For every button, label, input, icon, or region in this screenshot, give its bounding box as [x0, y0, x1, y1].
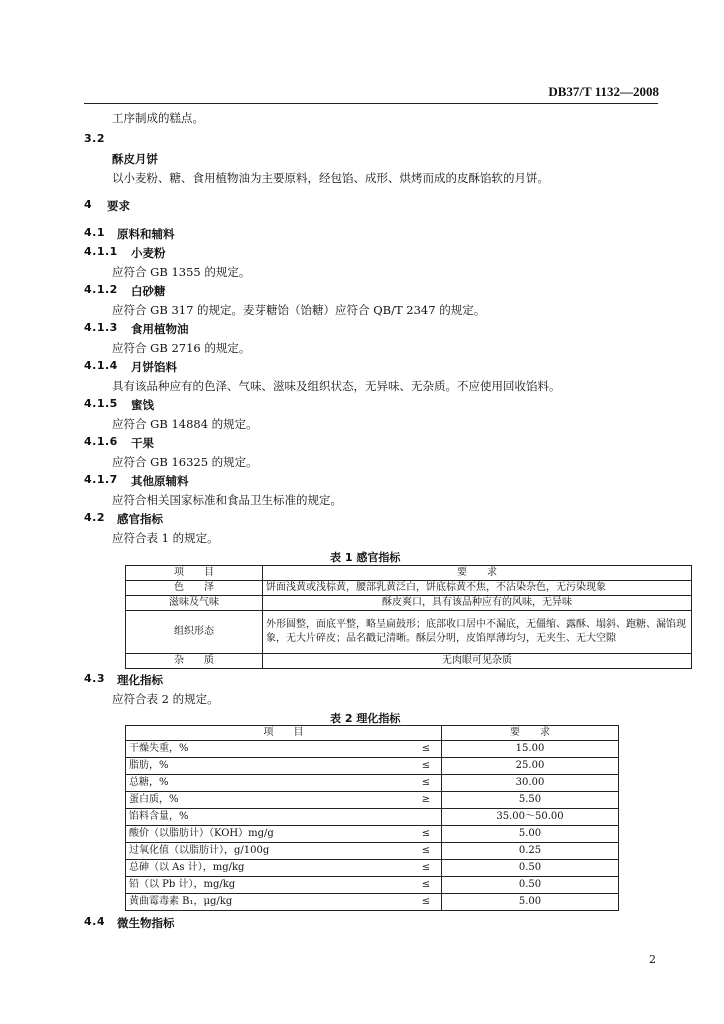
section-4-1-5-text: 应符合 GB 14884 的规定。	[112, 417, 258, 431]
column-header-requirement: 要 求	[442, 726, 619, 741]
section-4-1-title: 原料和辅料	[117, 227, 175, 241]
table-cell-item: 脂肪，%	[126, 758, 412, 775]
section-4-1-5-number: 4.1.5	[84, 397, 118, 410]
column-header-item: 项 目	[126, 566, 263, 581]
table-cell-requirement: 饼面浅黄或浅棕黄，腰部乳黄泛白，饼底棕黄不焦，不沾染杂色，无污染现象	[263, 581, 692, 596]
table-cell-operator: ≤	[411, 877, 442, 894]
table-1-caption: 表 1 感官指标	[330, 551, 401, 564]
table-cell-item: 总糖，%	[126, 775, 412, 792]
section-4-number: 4	[84, 198, 93, 211]
table-cell-item: 色 泽	[126, 581, 263, 596]
table-cell-value: 35.00～50.00	[442, 809, 619, 826]
table-header-row	[126, 726, 619, 741]
table-cell-operator: ≤	[411, 860, 442, 877]
table-cell-item: 滋味及气味	[126, 596, 263, 611]
table-cell-operator: ≤	[411, 741, 442, 758]
header-rule	[84, 103, 658, 104]
table-cell-item: 组织形态	[126, 611, 263, 654]
section-4-2-text: 应符合表 1 的规定。	[112, 531, 219, 545]
table-cell-value: 5.00	[442, 894, 619, 911]
section-4-1-1-title: 小麦粉	[131, 246, 166, 260]
page-number: 2	[649, 953, 656, 966]
section-4-4-number: 4.4	[84, 915, 105, 928]
table-cell-item: 杂 质	[126, 654, 263, 669]
section-4-3-title: 理化指标	[117, 673, 163, 687]
table-cell-operator: ≤	[411, 826, 442, 843]
section-4-3-text: 应符合表 2 的规定。	[112, 692, 219, 706]
table-cell-item: 馅料含量，%	[126, 809, 442, 826]
section-3-2-definition: 以小麦粉、糖、食用植物油为主要原料，经包馅、成形、烘烤而成的皮酥馅软的月饼。	[112, 171, 549, 185]
table-row	[126, 775, 619, 792]
section-4-1-4-number: 4.1.4	[84, 359, 118, 372]
table-cell-value: 0.50	[442, 860, 619, 877]
table-cell-value: 25.00	[442, 758, 619, 775]
section-4-1-6-title: 干果	[131, 436, 154, 450]
section-4-1-7-number: 4.1.7	[84, 473, 118, 486]
table-row	[126, 758, 619, 775]
table-row	[126, 877, 619, 894]
table-cell-item: 干燥失重，%	[126, 741, 412, 758]
section-4-1-7-text: 应符合相关国家标准和食品卫生标准的规定。	[112, 493, 342, 507]
table-cell-requirement: 无肉眼可见杂质	[263, 654, 692, 669]
table-row	[126, 741, 619, 758]
table-cell-value: 30.00	[442, 775, 619, 792]
section-4-1-2-text: 应符合 GB 317 的规定。麦芽糖饴（饴糖）应符合 QB/T 2347 的规定。	[112, 303, 486, 317]
table-row	[126, 826, 619, 843]
sensory-table	[125, 565, 692, 669]
table-cell-item: 铅（以 Pb 计），mg/kg	[126, 877, 412, 894]
section-4-1-5-title: 蜜饯	[131, 398, 154, 412]
document-id: DB37/T 1132—2008	[548, 84, 659, 99]
section-4-1-4-title: 月饼馅料	[131, 360, 177, 374]
table-cell-value: 5.50	[442, 792, 619, 809]
table-row	[126, 611, 692, 654]
table-cell-requirement: 外形圆整，面底平整，略呈扁鼓形；底部收口居中不漏底，无僵缩、露酥、塌斜、跑糖、漏馅现象，无大片碎皮；品名戳记清晰。酥层分明，皮馅厚薄均匀，无夹生、无大空隙	[263, 611, 692, 654]
section-3-2-title: 酥皮月饼	[112, 152, 158, 166]
section-4-1-1-number: 4.1.1	[84, 245, 118, 258]
table-cell-item: 蛋白质，%	[126, 792, 412, 809]
table-row	[126, 792, 619, 809]
table-cell-value: 0.25	[442, 843, 619, 860]
table-cell-item: 总砷（以 As 计），mg/kg	[126, 860, 412, 877]
table-row	[126, 809, 619, 826]
section-4-1-1-text: 应符合 GB 1355 的规定。	[112, 265, 251, 279]
section-4-3-number: 4.3	[84, 672, 105, 685]
table-cell-value: 0.50	[442, 877, 619, 894]
table-row	[126, 654, 692, 669]
section-4-1-2-number: 4.1.2	[84, 283, 118, 296]
section-4-1-3-title: 食用植物油	[131, 322, 189, 336]
continuation-text: 工序制成的糕点。	[112, 111, 204, 125]
table-row	[126, 843, 619, 860]
section-4-1-3-number: 4.1.3	[84, 321, 118, 334]
column-header-item: 项 目	[126, 726, 442, 741]
table-cell-item: 过氧化值（以脂肪计），g/100g	[126, 843, 412, 860]
table-cell-item: 酸价（以脂肪计）（KOH）mg/g	[126, 826, 412, 843]
table-cell-operator: ≤	[411, 775, 442, 792]
table-2-caption: 表 2 理化指标	[330, 712, 401, 725]
table-cell-value: 5.00	[442, 826, 619, 843]
table-cell-operator: ≤	[411, 843, 442, 860]
section-4-1-3-text: 应符合 GB 2716 的规定。	[112, 341, 251, 355]
section-4-title: 要求	[107, 199, 130, 213]
section-4-1-7-title: 其他原辅料	[131, 474, 189, 488]
section-4-1-6-text: 应符合 GB 16325 的规定。	[112, 455, 258, 469]
column-header-requirement: 要 求	[263, 566, 692, 581]
table-row	[126, 860, 619, 877]
table-row	[126, 596, 692, 611]
section-4-1-2-title: 白砂糖	[131, 284, 166, 298]
table-cell-operator: ≤	[411, 758, 442, 775]
section-4-1-6-number: 4.1.6	[84, 435, 118, 448]
table-cell-item: 黄曲霉毒素 B₁，μg/kg	[126, 894, 412, 911]
table-cell-operator: ≥	[411, 792, 442, 809]
table-row	[126, 581, 692, 596]
table-cell-requirement: 酥皮爽口，具有该品种应有的风味，无异味	[263, 596, 692, 611]
table-row	[126, 894, 619, 911]
table-header-row	[126, 566, 692, 581]
section-3-2-number: 3.2	[84, 132, 105, 145]
table-cell-operator: ≤	[411, 894, 442, 911]
section-4-1-number: 4.1	[84, 226, 105, 239]
physicochemical-table	[125, 725, 619, 911]
section-4-2-number: 4.2	[84, 511, 105, 524]
section-4-4-title: 微生物指标	[117, 916, 175, 930]
section-4-2-title: 感官指标	[117, 512, 163, 526]
section-4-1-4-text: 具有该品种应有的色泽、气味、滋味及组织状态，无异味、无杂质。不应使用回收馅料。	[112, 379, 561, 393]
table-cell-value: 15.00	[442, 741, 619, 758]
